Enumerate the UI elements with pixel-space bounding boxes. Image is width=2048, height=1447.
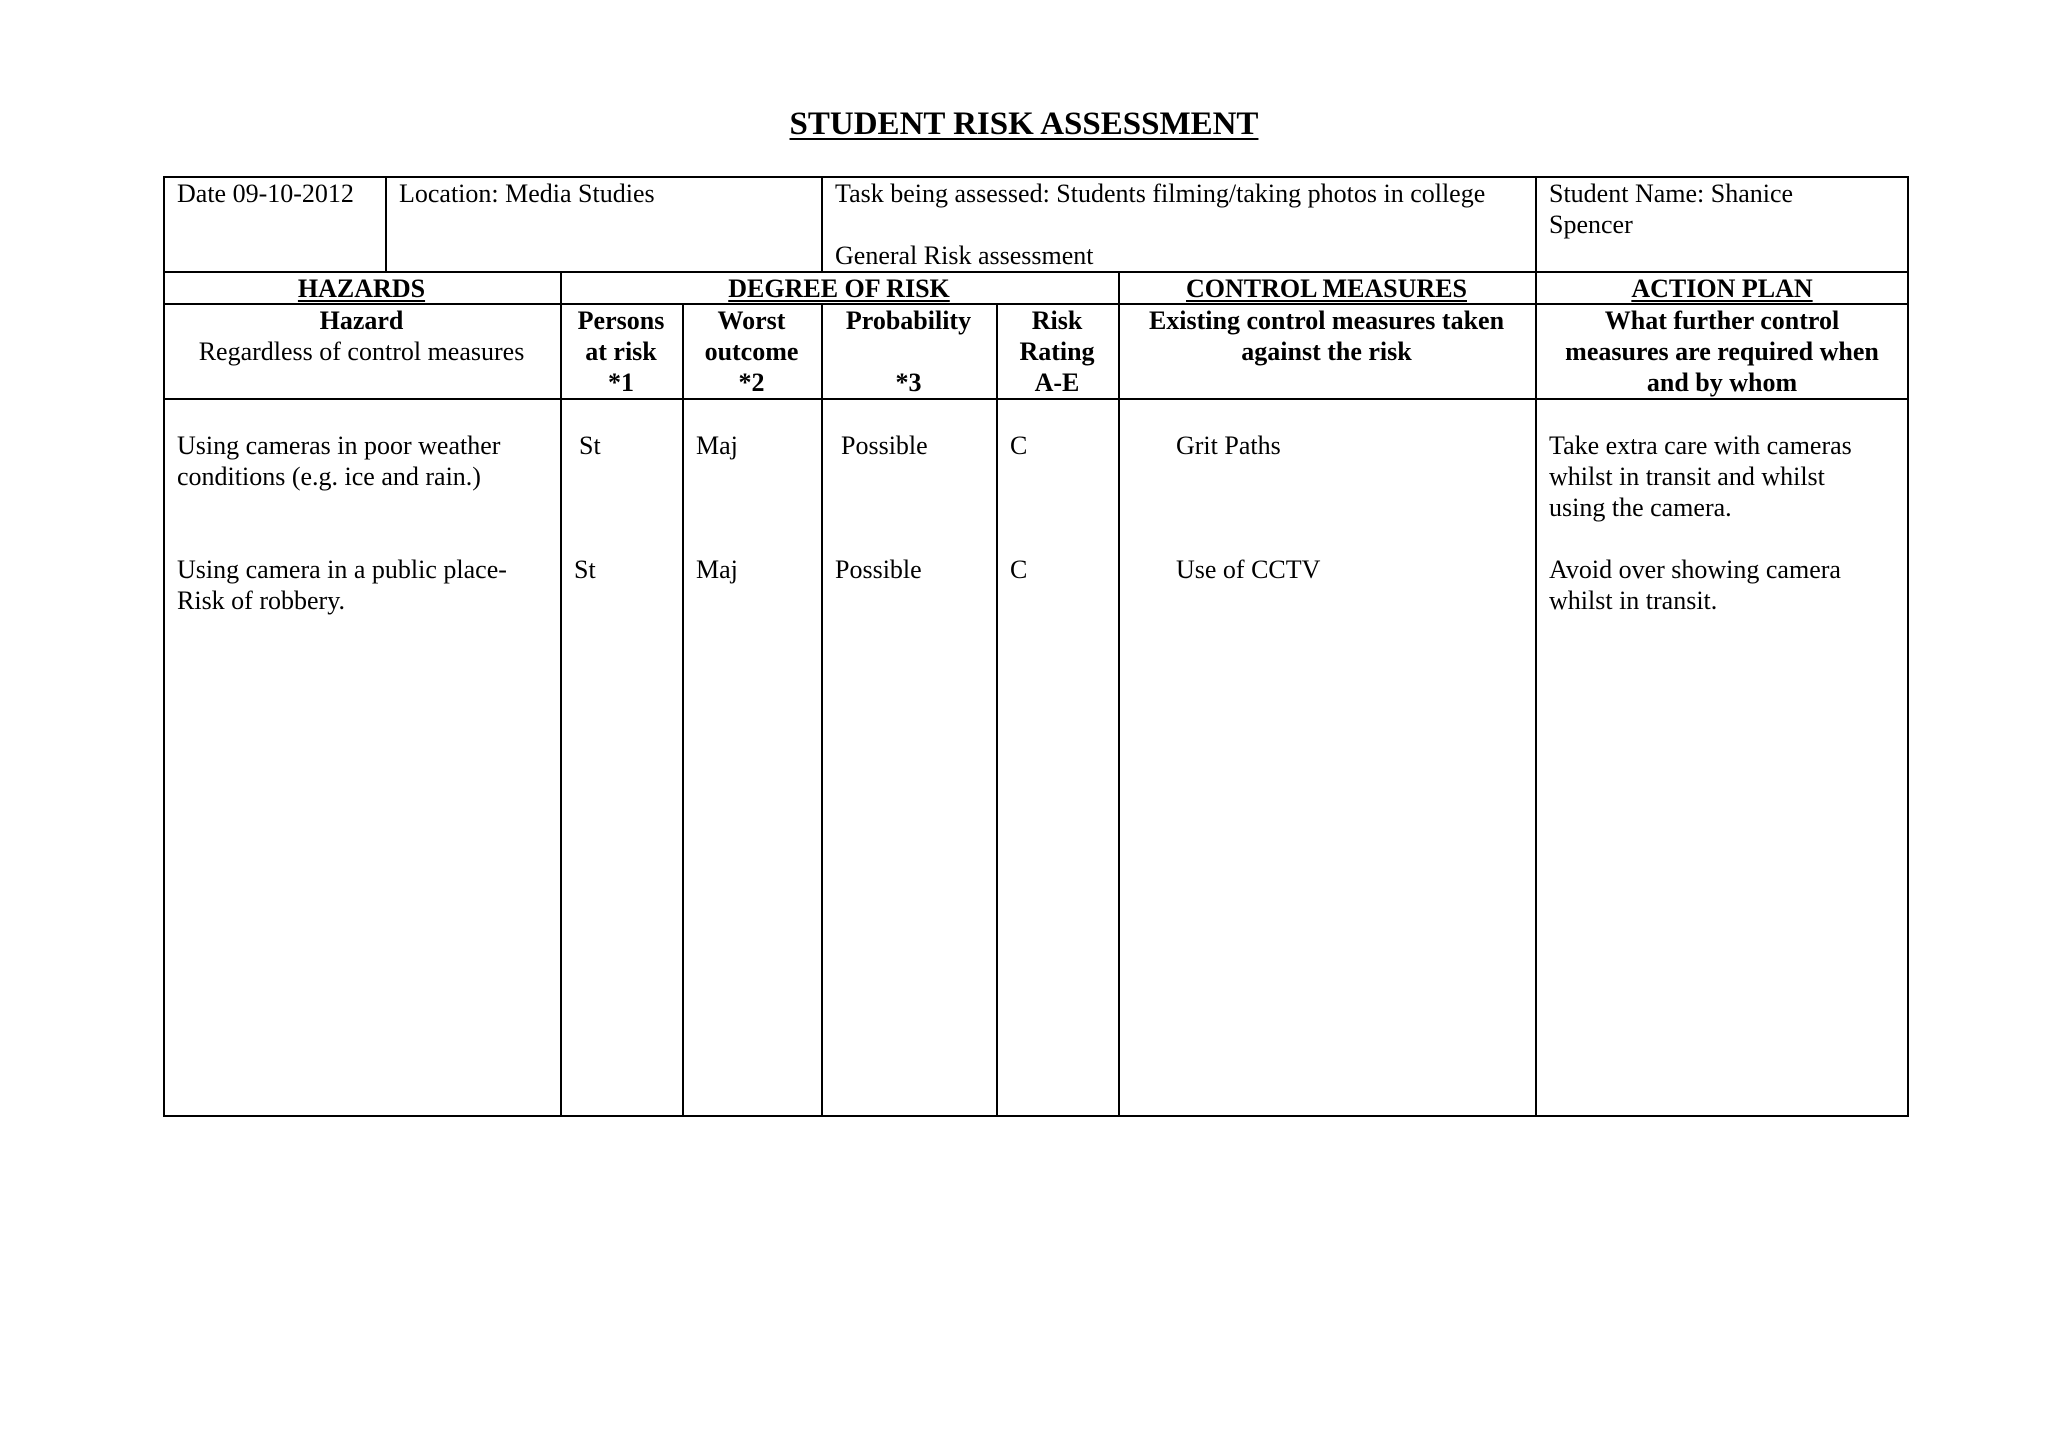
table-border-bottom bbox=[163, 1115, 1909, 1117]
column-header-rating-line-1: Risk bbox=[1031, 306, 1083, 335]
task-field: Task being assessed: Students filming/taking photos in college bbox=[835, 179, 1486, 208]
column-header-persons-line-2: at risk bbox=[585, 337, 657, 366]
column-divider-2 bbox=[682, 303, 684, 1116]
column-divider-5 bbox=[1118, 303, 1120, 1116]
column-divider-4 bbox=[996, 303, 998, 1116]
column-header-probability-line-2: *3 bbox=[895, 368, 922, 397]
date-field: Date 09-10-2012 bbox=[177, 179, 354, 208]
row-1-worst-outcome: Maj bbox=[696, 431, 738, 460]
column-header-hazard-subtitle: Regardless of control measures bbox=[198, 337, 525, 366]
column-header-probability-line-1: Probability bbox=[845, 306, 972, 335]
column-header-rating-line-2: Rating bbox=[1019, 337, 1095, 366]
row-1-action-line-2: whilst in transit and whilst bbox=[1549, 462, 1825, 491]
row-1-action-line-3: using the camera. bbox=[1549, 493, 1732, 522]
row-2-risk-rating: C bbox=[1010, 555, 1028, 584]
risk-assessment-table bbox=[163, 176, 1909, 1117]
column-divider-3 bbox=[821, 303, 823, 1116]
row-1-control-measure: Grit Paths bbox=[1176, 431, 1281, 460]
column-header-divider bbox=[163, 398, 1909, 400]
row-2-action-line-1: Avoid over showing camera bbox=[1549, 555, 1841, 584]
column-header-worst-line-2: outcome bbox=[704, 337, 799, 366]
column-header-existing-line-2: against the risk bbox=[1241, 337, 1412, 366]
header-divider-task bbox=[1535, 176, 1537, 272]
column-header-worst-line-1: Worst bbox=[717, 306, 786, 335]
row-2-control-measure: Use of CCTV bbox=[1176, 555, 1321, 584]
section-degree-of-risk: DEGREE OF RISK bbox=[728, 274, 950, 303]
row-2-persons: St bbox=[574, 555, 596, 584]
column-header-existing-line-1: Existing control measures taken bbox=[1148, 306, 1505, 335]
row-2-hazard-line-1: Using camera in a public place- bbox=[177, 555, 507, 584]
row-2-probability: Possible bbox=[835, 555, 922, 584]
column-header-persons-line-1: Persons bbox=[577, 306, 665, 335]
student-name-field: Student Name: Shanice Spencer bbox=[1549, 179, 1794, 239]
column-header-hazard: Hazard bbox=[319, 306, 404, 335]
row-1-hazard-line-1: Using cameras in poor weather bbox=[177, 431, 501, 460]
page-title: STUDENT RISK ASSESSMENT bbox=[789, 106, 1259, 142]
section-action-plan: ACTION PLAN bbox=[1631, 274, 1813, 303]
row-1-hazard-line-2: conditions (e.g. ice and rain.) bbox=[177, 462, 481, 491]
row-2-hazard-line-2: Risk of robbery. bbox=[177, 586, 346, 615]
column-header-rating-line-3: A-E bbox=[1034, 368, 1080, 397]
column-header-further-line-1: What further control bbox=[1604, 306, 1840, 335]
section-control-measures: CONTROL MEASURES bbox=[1186, 274, 1467, 303]
header-divider-date bbox=[385, 176, 387, 272]
column-header-further-line-3: and by whom bbox=[1646, 368, 1798, 397]
column-header-persons-line-3: *1 bbox=[608, 368, 634, 397]
location-field: Location: Media Studies bbox=[399, 179, 655, 208]
general-assessment-label: General Risk assessment bbox=[835, 241, 1094, 270]
row-1-action-line-1: Take extra care with cameras bbox=[1549, 431, 1852, 460]
row-1-persons: St bbox=[579, 431, 601, 460]
row-2-worst-outcome: Maj bbox=[696, 555, 738, 584]
row-1-probability: Possible bbox=[841, 431, 928, 460]
column-divider-1 bbox=[560, 303, 562, 1116]
header-divider-location bbox=[821, 176, 823, 272]
column-header-worst-line-3: *2 bbox=[738, 368, 765, 397]
column-divider-6 bbox=[1535, 303, 1537, 1116]
section-hazards: HAZARDS bbox=[297, 274, 426, 303]
row-2-action-line-2: whilst in transit. bbox=[1549, 586, 1718, 615]
row-1-risk-rating: C bbox=[1010, 431, 1028, 460]
column-header-further-line-2: measures are required when bbox=[1565, 337, 1879, 366]
